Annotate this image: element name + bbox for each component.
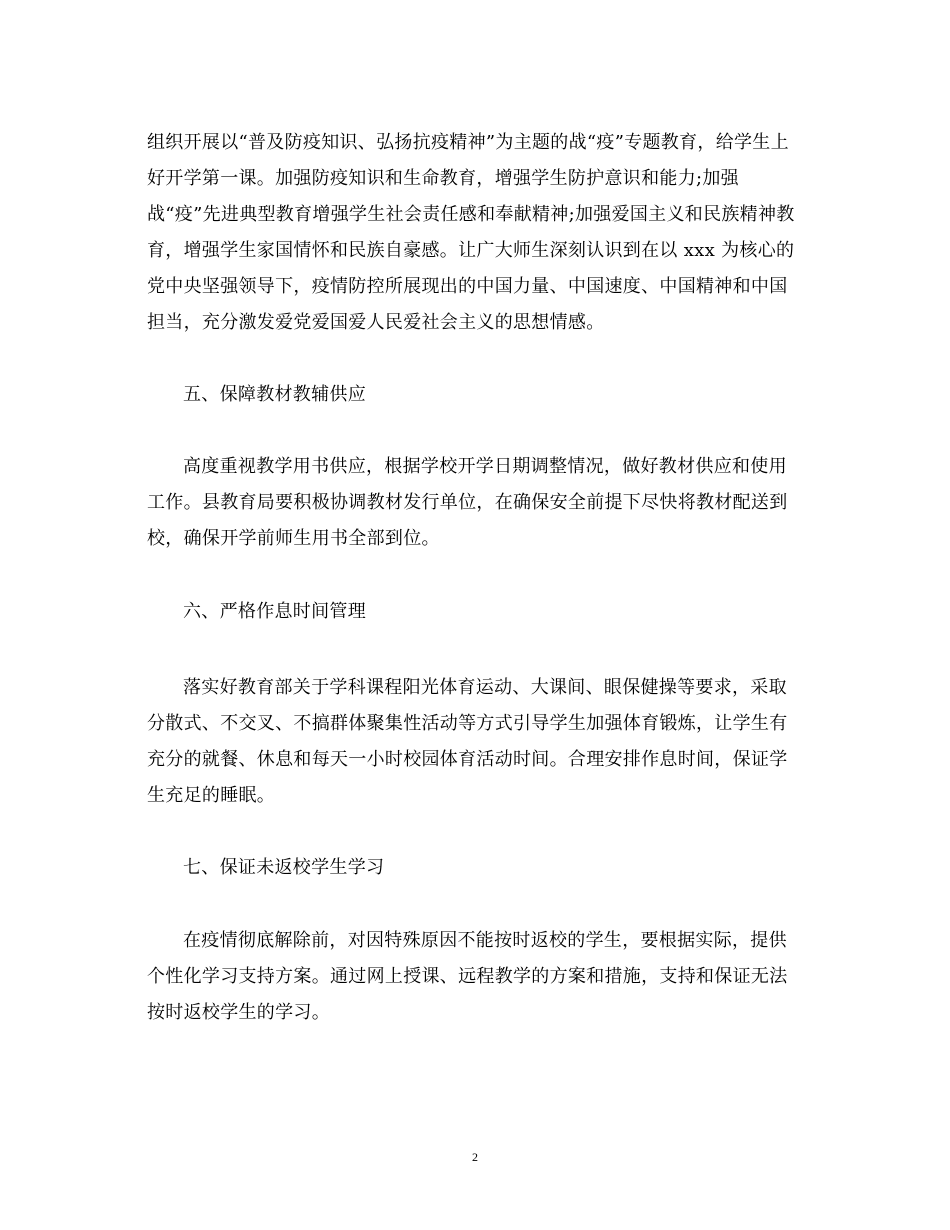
paragraph-line: 战“疫”先进典型教育增强学生社会责任感和奉献精神;加强爱国主义和民族精神教	[147, 204, 795, 225]
section-heading: 六、严格作息时间管理	[183, 601, 366, 622]
paragraph-line: 高度重视教学用书供应，根据学校开学日期调整情况，做好教材供应和使用	[183, 456, 787, 477]
paragraph-line: 组织开展以“普及防疫知识、弘扬抗疫精神”为主题的战“疫”专题教育，给学生上	[147, 132, 789, 153]
paragraph-line: 党中央坚强领导下，疫情防控所展现出的中国力量、中国速度、中国精神和中国	[147, 276, 788, 297]
section-heading: 五、保障教材教辅供应	[183, 384, 366, 405]
paragraph-line: 生充足的睡眠。	[147, 785, 276, 806]
paragraph-line: 按时返校学生的学习。	[147, 1002, 330, 1023]
paragraph-line: 担当，充分激发爱党爱国爱人民爱社会主义的思想情感。	[147, 312, 605, 333]
paragraph-line: 分散式、不交叉、不搞群体聚集性活动等方式引导学生加强体育锻炼，让学生有	[147, 713, 788, 734]
paragraph-line: 在疫情彻底解除前，对因特殊原因不能按时返校的学生，要根据实际，提供	[183, 930, 787, 951]
paragraph-line: 个性化学习支持方案。通过网上授课、远程教学的方案和措施，支持和保证无法	[147, 966, 788, 987]
paragraph-line: 育，增强学生家国情怀和民族自豪感。让广大师生深刻认识到在以 xxx 为核心的	[147, 240, 795, 261]
paragraph-line: 好开学第一课。加强防疫知识和生命教育，增强学生防护意识和能力;加强	[147, 168, 739, 189]
paragraph-line: 落实好教育部关于学科课程阳光体育运动、大课间、眼保健操等要求，采取	[183, 677, 787, 698]
section-heading: 七、保证未返校学生学习	[183, 857, 385, 878]
paragraph-line: 充分的就餐、休息和每天一小时校园体育活动时间。合理安排作息时间，保证学	[147, 749, 788, 770]
paragraph-line: 工作。县教育局要积极协调教材发行单位，在确保安全前提下尽快将教材配送到	[147, 492, 788, 513]
page-number: 2	[472, 1150, 478, 1164]
paragraph-line: 校，确保开学前师生用书全部到位。	[147, 528, 440, 549]
